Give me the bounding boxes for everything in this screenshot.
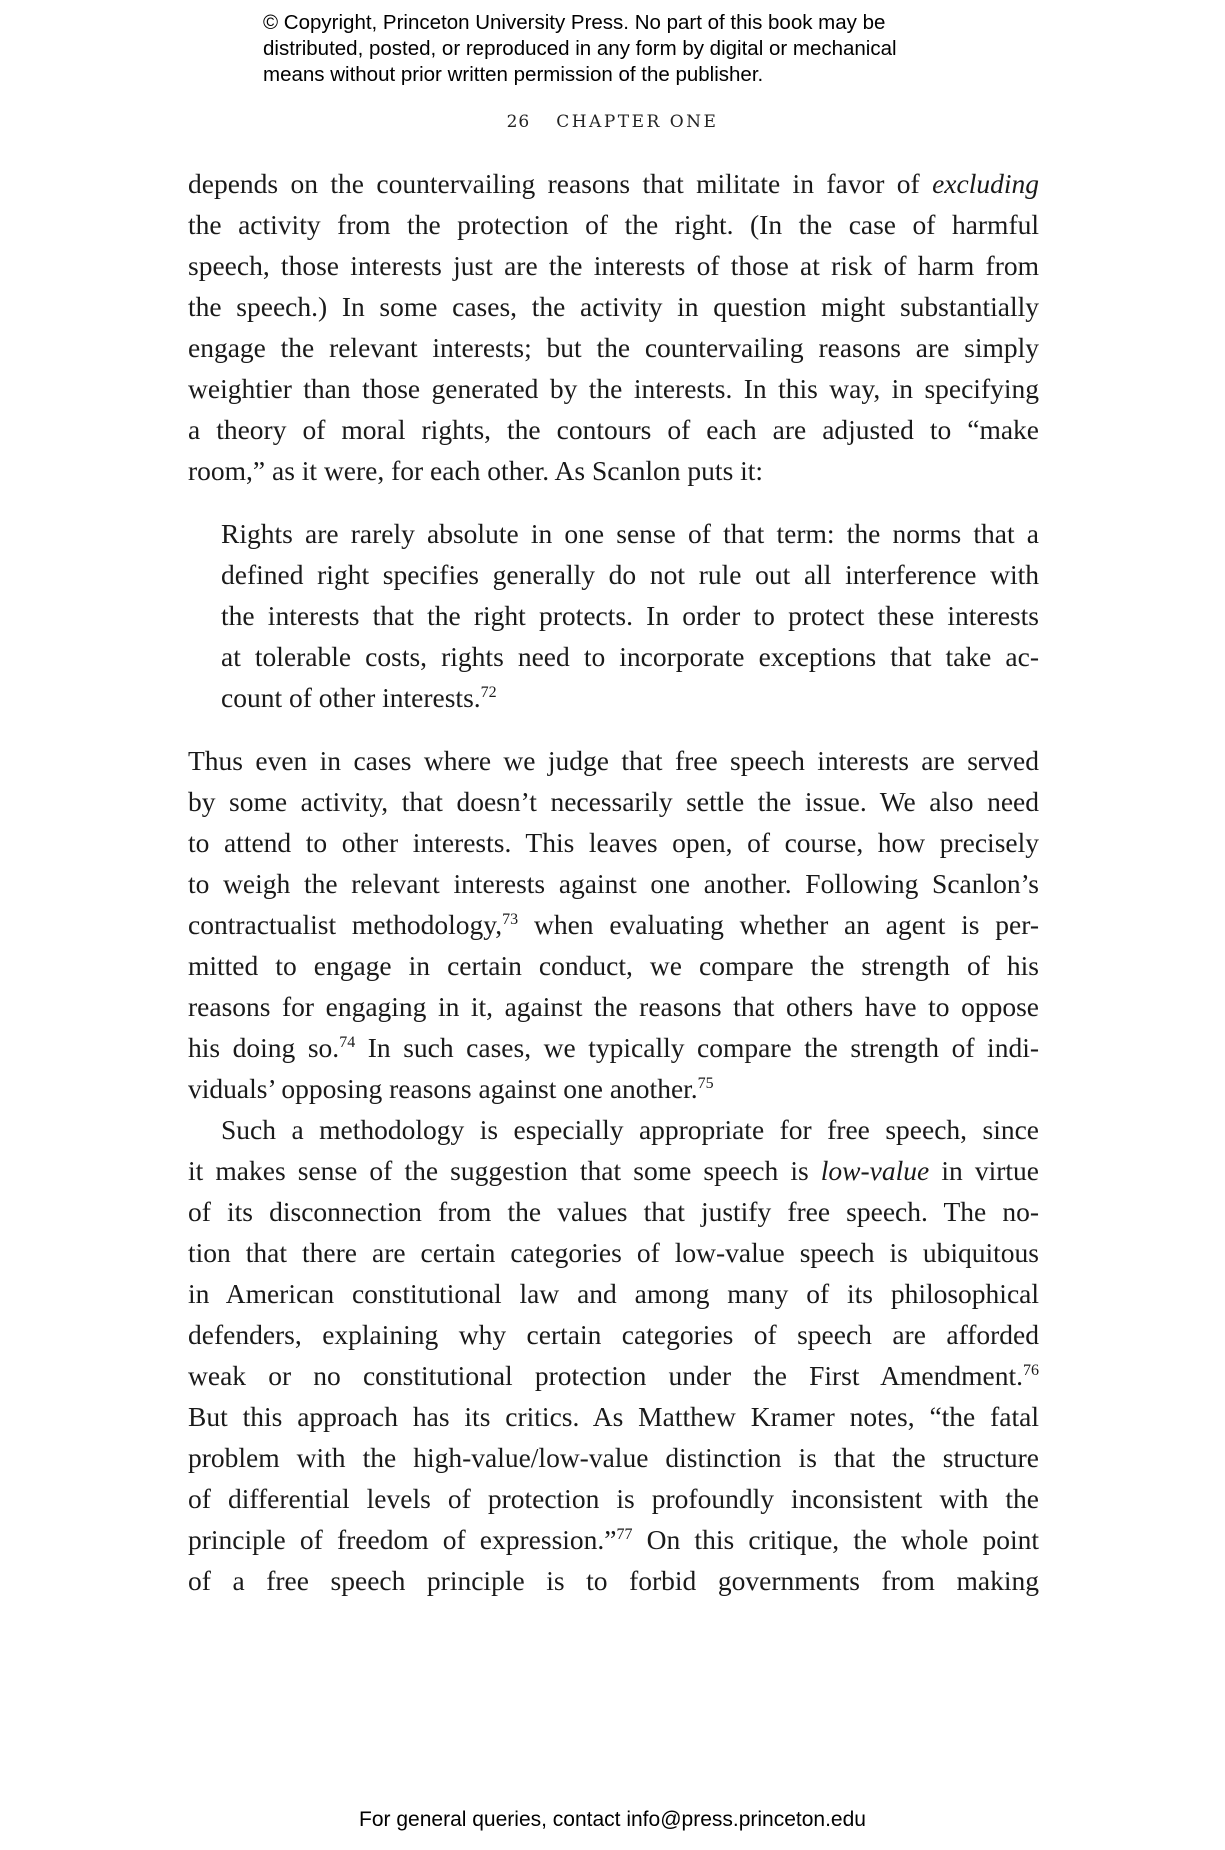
text-line: by some activity, that doesn’t necessarily settle the issue. We also need [188, 786, 1039, 817]
text-line: his doing so.$^{74}$ In such cases, we typically compare the strength of indi- [188, 1032, 1039, 1063]
text-line: defenders, explaining why certain categories of speech are afforded [188, 1319, 1039, 1350]
copyright-line: distributed, posted, or reproduced in any form by digital or mechanical [263, 37, 897, 60]
text-line: tion that there are certain categories of low-value speech is ubiquitous [188, 1237, 1039, 1268]
text-line: defined right specifies generally do not rule out all interference with [221, 559, 1039, 590]
paragraph-2 [188, 740, 1039, 1109]
footnote-ref-73[interactable]: 73 [502, 911, 519, 928]
paragraph-3 [188, 1109, 1039, 1601]
text-line: to weigh the relevant interests against one another. Following Scanlon’s [188, 868, 1039, 899]
footnote-ref-76[interactable]: 76 [1023, 1362, 1039, 1379]
text-line: to attend to other interests. This leaves open, of course, how precisely [188, 827, 1039, 858]
text-line: Rights are rarely absolute in one sense of that term: the norms that a [221, 518, 1039, 549]
text-line: principle of freedom of expression.”$^{77}$ On this critique, the whole point [188, 1524, 1039, 1555]
text-line: speech, those interests just are the interests of those at risk of harm from [188, 250, 1039, 281]
copyright-notice [263, 10, 1023, 88]
text-line: of differential levels of protection is profoundly inconsistent with the [188, 1483, 1039, 1514]
text-line: the speech.) In some cases, the activity in question might substantially [188, 291, 1039, 322]
text-line: at tolerable costs, rights need to incorporate exceptions that take ac- [221, 641, 1039, 672]
body-text [188, 163, 1039, 1601]
text-line: viduals’ opposing reasons against one another.$^{75}$ [188, 1073, 714, 1104]
text-line: the interests that the right protects. In order to protect these interests [221, 600, 1039, 631]
footnote-ref-72[interactable]: 72 [480, 684, 497, 701]
page-number: 26 [506, 112, 531, 132]
text-line: mitted to engage in certain conduct, we compare the strength of his [188, 950, 1039, 981]
block-quote [188, 513, 1039, 718]
footnote-ref-77[interactable]: 77 [616, 1526, 633, 1543]
copyright-line: © Copyright, Princeton University Press. No part of this book may be [263, 11, 886, 34]
text-line: the activity from the protection of the right. (In the case of harmful [188, 209, 1039, 240]
text-line: count of other interests.$^{72}$ [221, 682, 497, 713]
text-line: room,” as it were, for each other. As Scanlon puts it: [188, 455, 764, 486]
text-line: in American constitutional law and among many of its philosophical [188, 1278, 1039, 1309]
paragraph-1 [188, 163, 1039, 491]
text-line: Thus even in cases where we judge that free speech interests are served [188, 745, 1039, 776]
text-line: a theory of moral rights, the contours of each are adjusted to “make [188, 414, 1039, 445]
running-head [0, 112, 1225, 132]
text-line: Such a methodology is especially appropriate for free speech, since [221, 1114, 1039, 1145]
text-line: it makes sense of the suggestion that some speech is low-value in virtue [188, 1155, 1039, 1186]
text-line: depends on the countervailing reasons that militate in favor of excluding [188, 168, 1039, 199]
text-line: problem with the high-value/low-value distinction is that the structure [188, 1442, 1039, 1473]
emphasis: excluding [932, 168, 1039, 199]
text-line: contractualist methodology,$^{73}$ when evaluating whether an agent is per- [188, 909, 1039, 940]
text-line: weightier than those generated by the interests. In this way, in specifying [188, 373, 1039, 404]
footnote-ref-74[interactable]: 74 [339, 1034, 356, 1051]
text-line: of a free speech principle is to forbid governments from making [188, 1565, 1039, 1596]
copyright-line: means without prior written permission of the publisher. [263, 63, 764, 86]
text-line: of its disconnection from the values that justify free speech. The no- [188, 1196, 1039, 1227]
text-line: engage the relevant interests; but the countervailing reasons are simply [188, 332, 1039, 363]
emphasis: low-value [820, 1155, 930, 1186]
text-line: reasons for engaging in it, against the reasons that others have to oppose [188, 991, 1039, 1022]
chapter-title: CHAPTER ONE [556, 112, 719, 132]
footnote-ref-75[interactable]: 75 [697, 1075, 714, 1092]
text-line: weak or no constitutional protection under the First Amendment.$^{76}$ [188, 1360, 1039, 1391]
footer-contact: For general queries, contact info@press.princeton.edu [359, 1808, 866, 1831]
text-line: But this approach has its critics. As Matthew Kramer notes, “the fatal [188, 1401, 1039, 1432]
